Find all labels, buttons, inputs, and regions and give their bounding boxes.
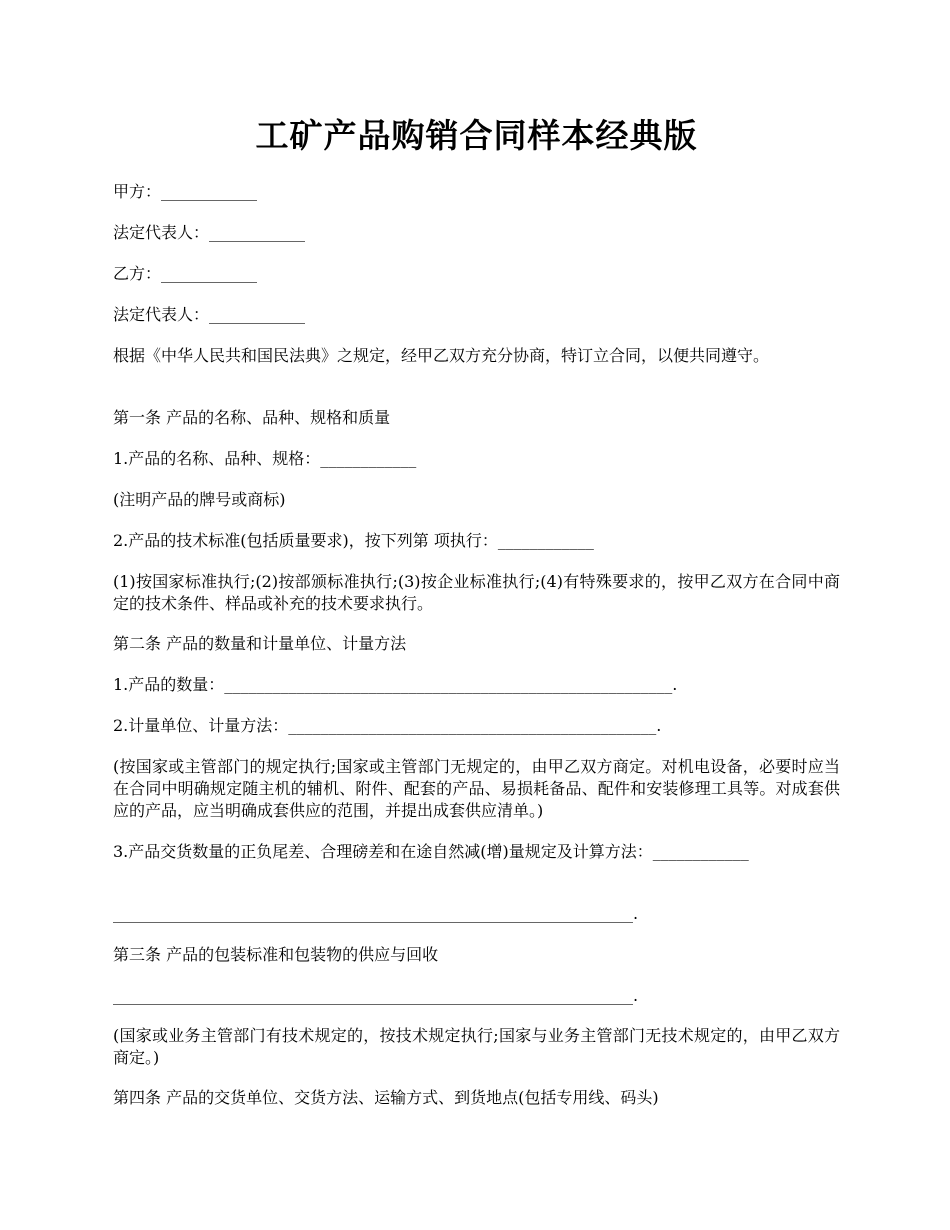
article-1-standards-list: (1)按国家标准执行;(2)按部颁标准执行;(3)按企业标准执行;(4)有特殊要求的，按甲乙双方在合同中商定的技术条件、样品或补充的技术要求执行。	[113, 572, 840, 613]
article-2-heading: 第二条 产品的数量和计量单位、计量方法	[113, 634, 407, 653]
article-1-item-2: 2.产品的技术标准(包括质量要求)，按下列第 项执行：____________	[113, 531, 594, 550]
article-2-note: (按国家或主管部门的规定执行;国家或主管部门无规定的，由甲乙双方商定。对机电设备，必要时应当在合同中明确规定随主机的辅机、附件、配套的产品、易损耗备品、配件和安装修理工具等。对成套供应的产品，应当明确成套供应的范围，并提出成套供应清单。)	[113, 757, 840, 820]
article-1-note: (注明产品的牌号或商标)	[113, 490, 286, 509]
article-4-heading: 第四条 产品的交货单位、交货方法、运输方式、到货地点(包括专用线、码头)	[113, 1088, 659, 1107]
article-2-item-3-blank: _________________________________________________________________.	[113, 904, 639, 923]
article-3-heading: 第三条 产品的包装标准和包装物的供应与回收	[113, 945, 439, 964]
party-b-representative-line: 法定代表人：____________	[113, 305, 306, 324]
party-b-line: 乙方：____________	[113, 264, 258, 283]
article-3-blank: _________________________________________________________________.	[113, 986, 639, 1005]
article-2-item-1: 1.产品的数量：________________________________________________________.	[113, 675, 678, 694]
party-a-line: 甲方：____________	[113, 182, 258, 201]
article-2-item-3: 3.产品交货数量的正负尾差、合理磅差和在途自然减(增)量规定及计算方法：____________	[113, 842, 749, 861]
party-a-representative-line: 法定代表人：____________	[113, 223, 306, 242]
document-title: 工矿产品购销合同样本经典版	[255, 116, 698, 155]
article-3-note: (国家或业务主管部门有技术规定的，按技术规定执行;国家与业务主管部门无技术规定的，由甲乙双方商定。)	[113, 1026, 840, 1067]
article-2-item-2: 2.计量单位、计量方法：______________________________________________.	[113, 716, 662, 735]
article-1-item-1: 1.产品的名称、品种、规格：____________	[113, 449, 417, 468]
preamble-paragraph: 根据《中华人民共和国民法典》之规定，经甲乙双方充分协商，特订立合同，以便共同遵守。	[113, 346, 770, 365]
article-1-heading: 第一条 产品的名称、品种、规格和质量	[113, 408, 391, 427]
